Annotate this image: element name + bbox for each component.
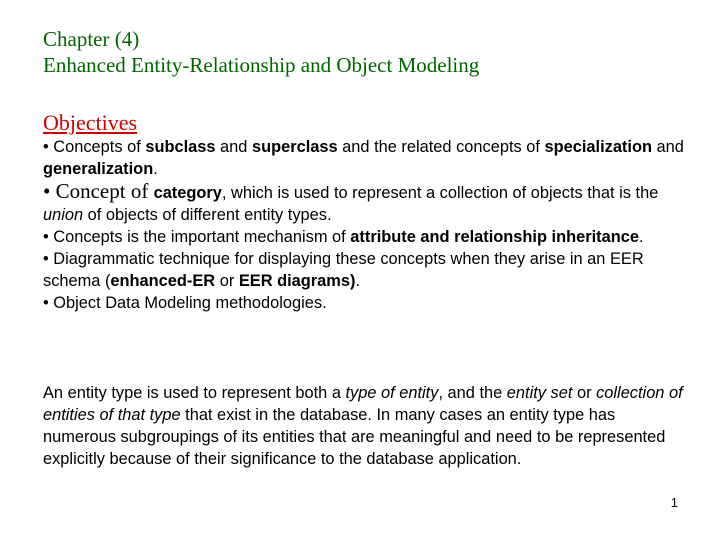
text-run: • Concepts is the important mechanism of <box>43 228 351 246</box>
entity-type-paragraph <box>43 382 683 470</box>
text-run: or <box>572 384 597 402</box>
objective-item-diagrams <box>43 248 693 292</box>
term-eer-diagrams: EER diagrams) <box>238 272 356 290</box>
objective-item-category <box>43 180 693 226</box>
term-inheritance: attribute and relationship inheritance <box>350 228 639 246</box>
term-type-of-entity: type of entity <box>345 384 439 402</box>
title-line-topic: Enhanced Entity-Relationship and Object Modeling <box>43 53 480 77</box>
term-entity-set: entity set <box>506 384 573 402</box>
slide-title <box>43 26 683 78</box>
term-superclass: superclass <box>251 138 338 156</box>
objective-item-subclass <box>43 136 693 180</box>
text-run: and <box>215 138 252 156</box>
text-run: or <box>215 272 239 290</box>
term-collection-of-entities: collection of entities of that type <box>43 384 683 424</box>
text-run: and the related concepts of <box>337 138 545 156</box>
text-run: , which is used to represent a collection of objects that is the <box>221 184 659 202</box>
term-generalization: generalization <box>43 160 154 178</box>
text-run: . <box>638 228 644 246</box>
term-category: category <box>153 184 222 202</box>
text-run-serif: • Concept of <box>43 179 154 203</box>
text-run: , and the <box>438 384 507 402</box>
text-run: . <box>153 160 158 178</box>
text-run: and <box>651 138 684 156</box>
objective-item-odm <box>43 292 693 314</box>
term-enhanced-er: enhanced-ER <box>110 272 216 290</box>
objectives-heading: Objectives <box>43 110 138 135</box>
term-specialization: specialization <box>544 138 652 156</box>
objectives-list <box>43 136 693 314</box>
term-subclass: subclass <box>145 138 216 156</box>
text-run: • Concepts of <box>43 138 146 156</box>
term-union: union <box>43 206 84 224</box>
text-run: . <box>355 272 360 290</box>
title-line-chapter: Chapter (4) <box>43 27 140 51</box>
text-run: • Object Data Modeling methodologies. <box>43 294 327 312</box>
page-number: 1 <box>670 495 678 510</box>
text-run: An entity type is used to represent both a <box>43 384 346 402</box>
text-run: of objects of different entity types. <box>83 206 332 224</box>
text-run: that exist in the database. In many cases an entity type has numerous subgroupings of its entities that are meaningful and need to be represented explicitly because of their significance to the database application. <box>43 406 666 468</box>
text-run: • Diagrammatic technique for displaying these concepts when they arise in an EER schema ( <box>43 250 644 290</box>
objective-item-inheritance <box>43 226 693 248</box>
